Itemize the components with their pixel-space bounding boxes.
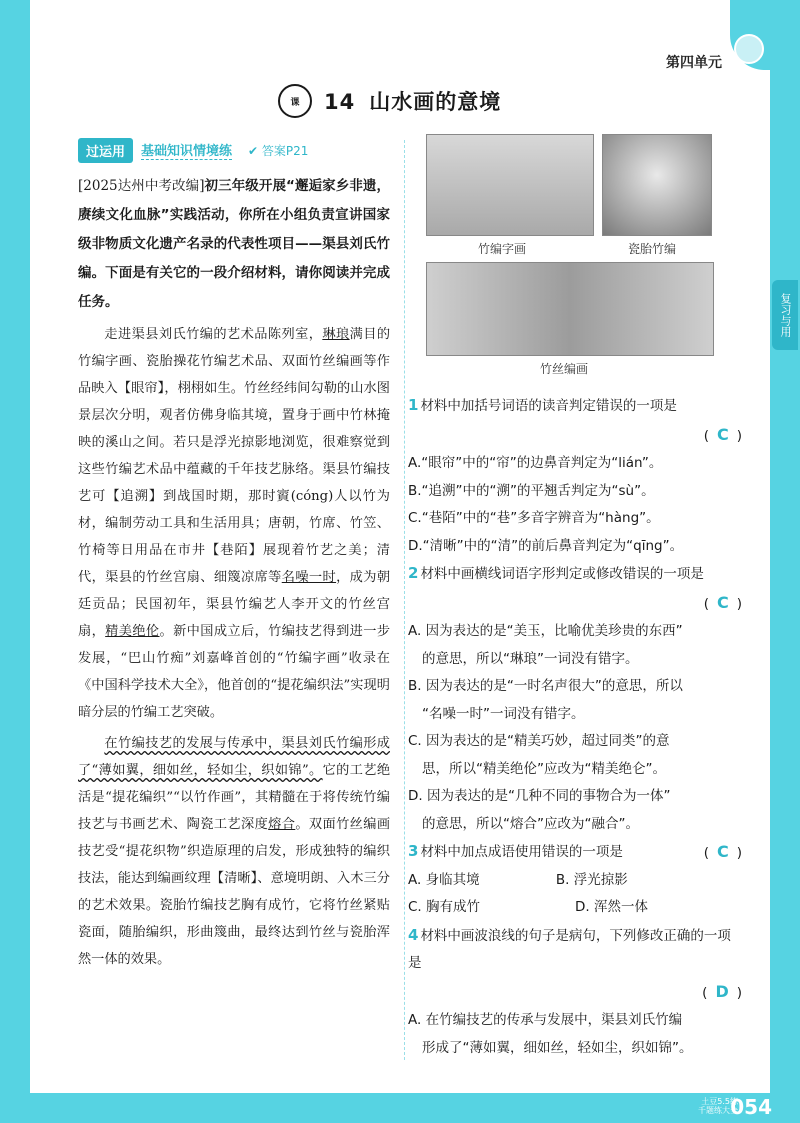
bamboo-silk-painting-image <box>426 262 714 356</box>
bottom-border <box>0 1093 800 1123</box>
question-stem: 材料中加括号词语的读音判定错误的一项是 <box>420 398 677 414</box>
underlined-word: 名噪一时 <box>281 570 337 585</box>
question-2 <box>408 560 742 838</box>
question-stem: 材料中画波浪线的句子是病句，下列修改正确的一项是 <box>408 927 731 971</box>
question-number: 1 <box>408 396 419 414</box>
unit-bubble-icon <box>734 34 764 64</box>
option[interactable]: C. 因为表达的是“精美巧妙，超过同类”的意 <box>408 733 670 749</box>
p1-segment: 。新中国成立后，竹编技艺得到进一步发展，“巴山竹痴”刘嘉峰首创的“竹编字画”收录在《中国科学技术大全》，他首创的“提花编织法”实现明暗分层的竹编工艺突破。 <box>78 624 391 720</box>
answer-value: C <box>716 842 729 861</box>
question-4 <box>408 922 742 1063</box>
option[interactable]: B. 浮光掠影 <box>555 871 628 888</box>
passage-intro-text: 初三年级开展“邂逅家乡非遗，赓续文化血脉”实践活动，你所在小组负责宣讲国家级非物质文化遗产名录的代表性项目——渠县刘氏竹编。下面是有关它的一段介绍材料，请你阅读并完成任务。 <box>78 178 390 310</box>
answer-reference[interactable]: ✔ 答案P21 <box>248 143 309 158</box>
option[interactable]: D. 因为表达的是“几种不同的事物合为一体” <box>408 788 671 804</box>
wavy-sentence: 在竹编技艺的发展与传承中，渠县刘氏竹编形成了“薄如翼，细如丝，轻如尘，织如锦”。 <box>78 736 390 778</box>
answer-reference-text: 答案P21 <box>261 143 309 158</box>
question-stem: 材料中加点成语使用错误的一项是 <box>420 844 623 860</box>
right-border <box>770 0 800 1123</box>
lesson-title-bar <box>278 84 528 118</box>
passage-intro <box>78 172 390 317</box>
option[interactable]: C. 胸有成竹 <box>408 899 481 915</box>
footer-logo-line-2: 千题练大全 <box>698 1106 738 1115</box>
option[interactable]: B.“追溯”中的“溯”的平翘舌判定为“sù”。 <box>408 482 655 499</box>
option[interactable]: D. 浑然一体 <box>575 899 648 915</box>
section-subtitle: 基础知识情境练 <box>141 140 232 160</box>
question-number: 3 <box>408 842 419 860</box>
option[interactable]: C.“巷陌”中的“巷”多音字辨音为“hàng”。 <box>408 510 660 526</box>
option[interactable]: A. 在竹编技艺的传承与发展中，渠县刘氏竹编 <box>408 1012 683 1028</box>
section-badge: 过运用 <box>78 138 133 163</box>
lesson-number: 14 <box>324 90 356 114</box>
p1-segment: ，成为朝廷贡品；民国初年，渠县竹编艺人李开文的竹丝宫扇， <box>78 570 391 639</box>
passage-paragraph-1 <box>78 321 390 726</box>
question-3 <box>408 838 742 922</box>
questions <box>408 392 742 1062</box>
option-continuation: 的意思，所以“琳琅”一词没有错字。 <box>422 650 639 667</box>
image-caption-2: 瓷胎竹编 <box>628 242 677 256</box>
footer-logo-line-1: 土豆5.5练 <box>701 1097 738 1106</box>
option-continuation: “名噪一时”一词没有错字。 <box>422 705 585 722</box>
passage-source: [2025达州中考改编] <box>78 178 205 194</box>
lesson-title-text: 山水画的意境 <box>369 90 502 114</box>
passage-paragraph-2 <box>78 730 390 973</box>
option-row <box>408 894 742 922</box>
passage <box>78 172 390 973</box>
answer-value: C <box>716 592 729 612</box>
option-continuation: 思，所以“精美绝伦”应改为“精美绝仑”。 <box>422 760 666 777</box>
image-caption-1: 竹编字画 <box>478 242 527 256</box>
option-continuation: 形成了“薄如翼，细如丝，轻如尘，织如锦”。 <box>422 1039 693 1056</box>
p2-segment: 它的工艺绝活是“提花编织”“以竹作画”，其精髓在于将传统竹编技艺与书画艺术、陶瓷工艺深度 <box>78 763 391 832</box>
image-caption-3: 竹丝编画 <box>540 362 589 376</box>
unit-label: 第四单元 <box>666 55 722 71</box>
question-number: 2 <box>408 564 419 582</box>
porcelain-bamboo-image <box>602 134 712 236</box>
option[interactable]: A.“眼帘”中的“帘”的边鼻音判定为“lián”。 <box>408 455 663 471</box>
question-1 <box>408 392 742 560</box>
p1-segment: 满目的竹编字画、瓷胎操花竹编艺术品、双面竹丝编画等作品映入【眼帘】，栩栩如生。竹丝经纬间勾勒的山水图景层次分明，观者仿佛身临其境，置身于画中竹林掩映的溪山之间。若只是浮光掠影地浏览，很难察觉到这些竹编艺术品中蕴藏的千年技艺脉络。渠县竹编技艺可【追溯】到战国时期，那时賨(cóng)人以竹为材，编制劳动工具和生活用具；唐朝，竹席、竹笠、竹椅等日用品在市井【巷陌】展现着竹艺之美；清代，渠县的竹丝宫扇、细篾凉席等 <box>78 327 391 585</box>
lesson-title <box>324 86 501 116</box>
option[interactable]: A. 身临其境 <box>408 871 480 888</box>
side-tab[interactable]: 复习与用 <box>772 280 798 350</box>
section-header <box>78 138 390 162</box>
answer-slot: ( C ) <box>703 424 742 444</box>
option[interactable]: A. 因为表达的是“美玉，比喻优美珍贵的东西” <box>408 623 683 639</box>
underlined-word: 琳琅 <box>322 327 350 342</box>
answer-value: D <box>715 981 729 1001</box>
question-stem: 材料中画横线词语字形判定或修改错误的一项是 <box>420 566 704 582</box>
answer-slot: ( D ) <box>702 981 742 1001</box>
underlined-word: 熔合 <box>268 817 296 832</box>
option-row <box>408 867 704 895</box>
lesson-badge-icon: 课 <box>278 84 312 118</box>
answer-slot: ( C ) <box>703 592 742 612</box>
option[interactable]: D.“清晰”中的“清”的前后鼻音判定为“qīng”。 <box>408 537 684 554</box>
page-number: 054 <box>730 1095 772 1119</box>
p2-segment: 。双面竹丝编画技艺受“提花织物”织造原理的启发，形成独特的编织技法，能达到编画纹理【清晰】、意境明朗、入木三分的艺术效果。瓷胎竹编技艺胸有成竹，它将竹丝紧贴瓷面，随胎编织，形曲篾曲，最终达到竹丝与瓷胎浑然一体的效果。 <box>78 817 391 967</box>
column-divider <box>404 140 405 1060</box>
option-continuation: 的意思，所以“熔合”应改为“融合”。 <box>422 815 639 832</box>
p1-segment: 走进渠县刘氏竹编的艺术品陈列室， <box>104 327 323 342</box>
underlined-word: 精美绝伦 <box>105 624 160 639</box>
question-number: 4 <box>408 925 419 944</box>
option[interactable]: B. 因为表达的是“一时名声很大”的意思，所以 <box>408 678 683 694</box>
left-border <box>0 0 30 1123</box>
bamboo-calligraphy-image <box>426 134 594 236</box>
answer-slot: ( C ) <box>703 842 742 861</box>
answer-value: C <box>716 424 729 444</box>
